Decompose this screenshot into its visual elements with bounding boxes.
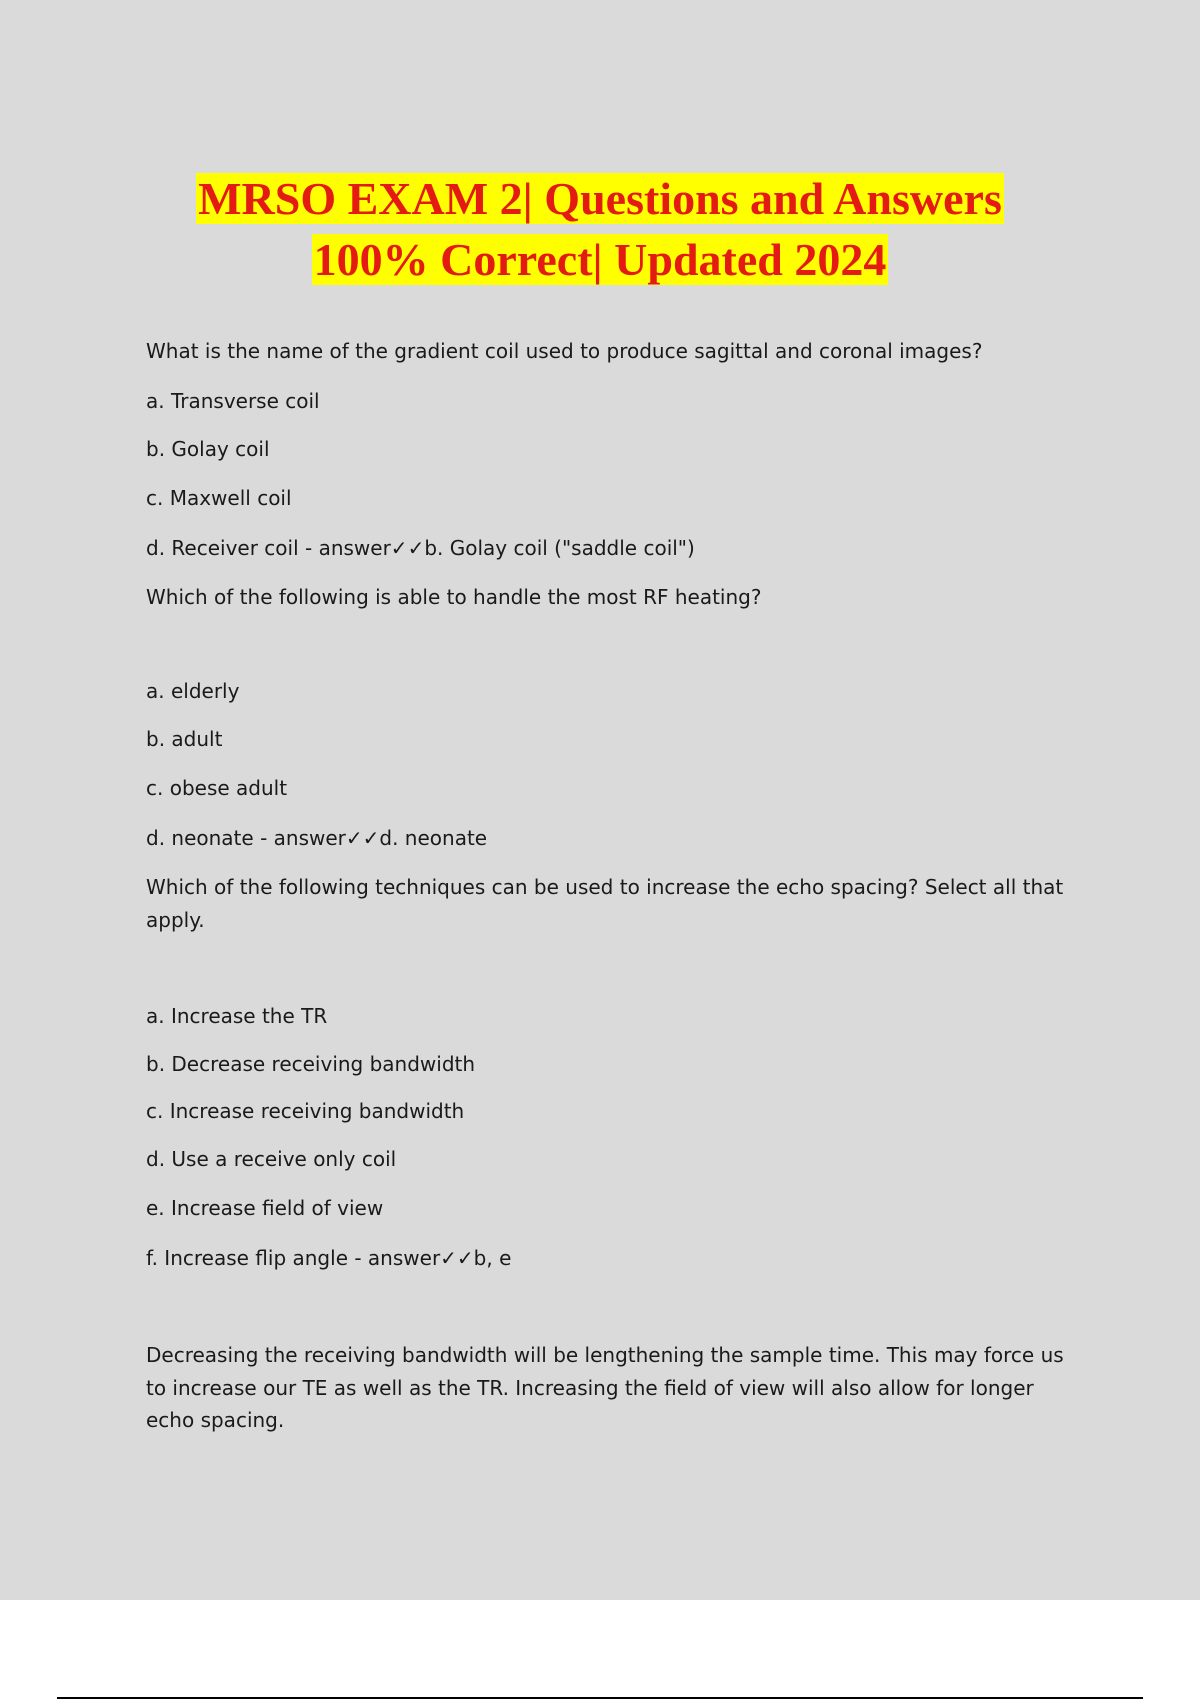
q3-option-f-answer: f. Increase flip angle - answer✓✓b, e — [146, 1246, 512, 1270]
q3-option-c: c. Increase receiving bandwidth — [146, 1099, 465, 1123]
title-line-1: MRSO EXAM 2| Questions and Answers — [198, 173, 1002, 224]
q3-option-a: a. Increase the TR — [146, 1004, 328, 1028]
question-2: Which of the following is able to handle the most RF heating? — [146, 585, 762, 609]
q1-option-c: c. Maxwell coil — [146, 486, 292, 510]
document-title — [0, 168, 1200, 290]
q1-option-a: a. Transverse coil — [146, 389, 320, 413]
question-1: What is the name of the gradient coil used to produce sagittal and coronal images? — [146, 339, 983, 363]
q3-option-d: d. Use a receive only coil — [146, 1147, 397, 1171]
question-3: Which of the following techniques can be used to increase the echo spacing? Select all that apply. — [146, 875, 1064, 932]
q1-option-d-answer: d. Receiver coil - answer✓✓b. Golay coil ("saddle coil") — [146, 536, 695, 560]
q2-option-c: c. obese adult — [146, 776, 288, 800]
q1-option-b: b. Golay coil — [146, 437, 270, 461]
title-line-2: 100% Correct| Updated 2024 — [313, 234, 887, 285]
q2-option-d-answer: d. neonate - answer✓✓d. neonate — [146, 826, 488, 850]
q2-option-b: b. adult — [146, 727, 223, 751]
q3-option-e: e. Increase field of view — [146, 1196, 384, 1220]
q3-option-b: b. Decrease receiving bandwidth — [146, 1052, 476, 1076]
q2-option-a: a. elderly — [146, 679, 240, 703]
q3-explanation: Decreasing the receiving bandwidth will be lengthening the sample time. This may force us to increase our TE as well as the TR. Increasing the field of view will also allow for longer echo spacing. — [146, 1343, 1064, 1432]
footer-rule — [57, 1697, 1143, 1699]
